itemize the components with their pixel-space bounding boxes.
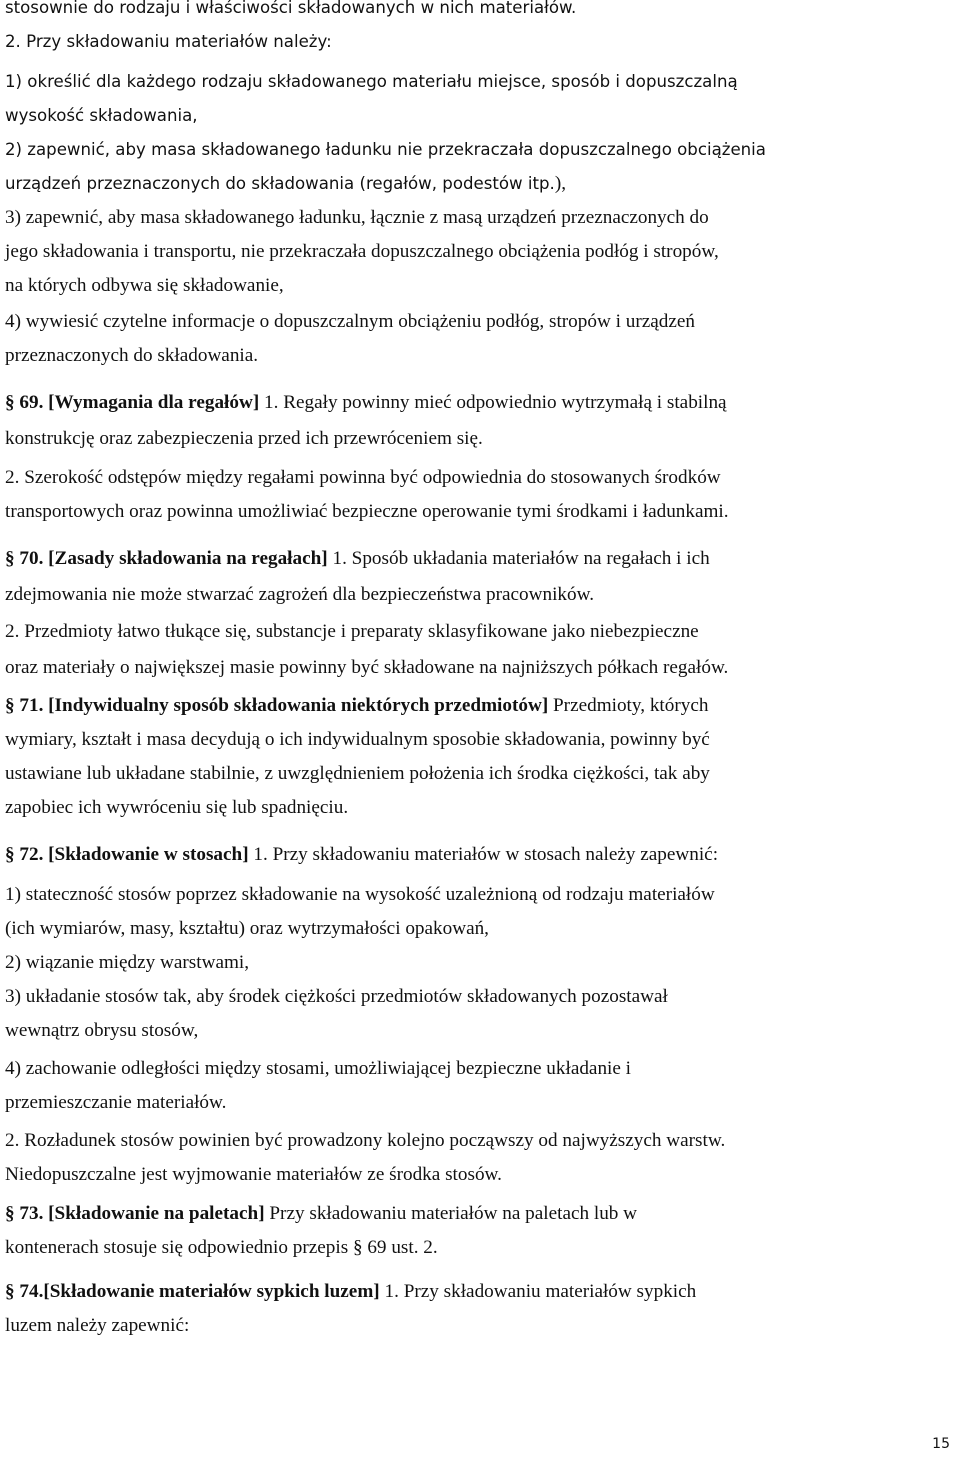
text-line bbox=[5, 344, 258, 368]
text-line bbox=[5, 694, 708, 718]
text-line bbox=[5, 240, 719, 264]
line-text: Przy składowaniu materiałów na paletach lub w bbox=[264, 1203, 638, 1224]
line-text: stosownie do rodzaju i właściwości składowanych w nich materiałów. bbox=[5, 0, 577, 17]
line-text: 1) stateczność stosów poprzez składowanie na wysokość uzależnioną od rodzaju materiałów bbox=[5, 884, 715, 905]
line-text: 2. Rozładunek stosów powinien być prowadzony kolejno począwszy od najwyższych warstw. bbox=[5, 1130, 726, 1151]
section-heading: § 74.[Składowanie materiałów sypkich luzem] bbox=[5, 1281, 380, 1302]
text-line bbox=[5, 1314, 189, 1338]
text-line bbox=[5, 843, 718, 867]
text-line bbox=[5, 656, 728, 680]
line-text: kontenerach stosuje się odpowiednio przepis § 69 ust. 2. bbox=[5, 1237, 438, 1258]
text-line bbox=[5, 796, 348, 820]
text-line bbox=[5, 620, 699, 644]
line-text: zapobiec ich wywróceniu się lub spadnięciu. bbox=[5, 797, 349, 818]
line-text-tail: ), bbox=[554, 173, 566, 194]
text-line bbox=[5, 138, 766, 162]
line-text: 2. Przedmioty łatwo tłukące się, substancje i preparaty sklasyfikowane jako niebezpieczne bbox=[5, 621, 699, 642]
text-line bbox=[5, 0, 576, 20]
section-heading: § 73. [Składowanie na paletach] bbox=[5, 1203, 265, 1224]
section-heading: § 69. [Wymagania dla regałów] bbox=[5, 392, 260, 413]
line-text: 1. Przy składowaniu materiałów w stosach należy zapewnić: bbox=[248, 844, 719, 865]
page-number: 15 bbox=[932, 1436, 950, 1452]
line-text: jego składowania i transportu, nie przekraczała dopuszczalnego obciążenia podłóg i stropów, bbox=[5, 241, 719, 262]
text-line bbox=[5, 762, 710, 786]
text-line bbox=[5, 1236, 438, 1260]
line-text: 4) wywiesić czytelne informacje o dopuszczalnym obciążeniu podłóg, stropów i urządzeń bbox=[5, 311, 695, 332]
text-line bbox=[5, 1091, 226, 1115]
text-line bbox=[5, 70, 738, 94]
line-text: 4) zachowanie odległości między stosami, umożliwiającej bezpieczne układanie i bbox=[5, 1058, 632, 1079]
text-line bbox=[5, 310, 695, 334]
line-text: 1) określić dla każdego rodzaju składowanego materiału miejsce, sposób i dopuszczalną bbox=[5, 72, 738, 91]
line-text: wewnątrz obrysu stosów, bbox=[5, 1020, 199, 1041]
text-line bbox=[5, 951, 249, 975]
text-line bbox=[5, 1163, 502, 1187]
line-text: 2) wiązanie między warstwami, bbox=[5, 952, 250, 973]
text-line bbox=[5, 500, 729, 524]
line-text: przemieszczanie materiałów. bbox=[5, 1092, 227, 1113]
text-line bbox=[5, 274, 284, 298]
line-text: (ich wymiarów, masy, kształtu) oraz wytrzymałości opakowań, bbox=[5, 918, 489, 939]
text-line bbox=[5, 985, 668, 1009]
text-line bbox=[5, 206, 709, 230]
line-text: 2) zapewnić, aby masa składowanego ładunku nie przekraczała dopuszczalnego obciążenia bbox=[5, 140, 766, 159]
text-line bbox=[5, 391, 727, 415]
line-text: 1. Regały powinny mieć odpowiednio wytrzymałą i stabilną bbox=[259, 392, 727, 413]
text-line bbox=[5, 728, 710, 752]
text-line bbox=[5, 466, 721, 490]
line-text: oraz materiały o największej masie powinny być składowane na najniższych półkach regałów. bbox=[5, 657, 729, 678]
line-text: 1. Sposób układania materiałów na regałach i ich bbox=[327, 548, 710, 569]
line-text: wymiary, kształt i masa decydują o ich indywidualnym sposobie składowania, powinny być bbox=[5, 729, 710, 750]
text-line bbox=[5, 917, 489, 941]
text-line bbox=[5, 1129, 725, 1153]
text-line bbox=[5, 547, 710, 571]
line-text: luzem należy zapewnić: bbox=[5, 1315, 190, 1336]
text-line bbox=[5, 30, 332, 54]
text-line bbox=[5, 583, 594, 607]
line-text: ustawiane lub układane stabilnie, z uwzględnieniem położenia ich środka ciężkości, tak aby bbox=[5, 763, 710, 784]
line-text: 2. Przy składowaniu materiałów należy: bbox=[5, 32, 332, 51]
text-line bbox=[5, 427, 483, 451]
section-heading: § 70. [Zasady składowania na regałach] bbox=[5, 548, 328, 569]
line-text: 3) zapewnić, aby masa składowanego ładunku, łącznie z masą urządzeń przeznaczonych do bbox=[5, 207, 709, 228]
text-line bbox=[5, 1280, 696, 1304]
line-text: na których odbywa się składowanie, bbox=[5, 275, 284, 296]
text-line bbox=[5, 1057, 631, 1081]
line-text: 3) układanie stosów tak, aby środek ciężkości przedmiotów składowanych pozostawał bbox=[5, 986, 668, 1007]
line-text: urządzeń przeznaczonych do składowania (regałów, podestów itp. bbox=[5, 174, 555, 193]
text-line bbox=[5, 1202, 637, 1226]
section-heading: § 71. [Indywidualny sposób składowania niektórych przedmiotów] bbox=[5, 695, 549, 716]
line-text: wysokość składowania, bbox=[5, 106, 198, 125]
text-line bbox=[5, 104, 198, 128]
line-text: przeznaczonych do składowania. bbox=[5, 345, 259, 366]
text-line bbox=[5, 883, 715, 907]
line-text: Niedopuszczalne jest wyjmowanie materiałów ze środka stosów. bbox=[5, 1164, 502, 1185]
line-text: zdejmowania nie może stwarzać zagrożeń dla bezpieczeństwa pracowników. bbox=[5, 584, 595, 605]
line-text: Przedmioty, których bbox=[548, 695, 709, 716]
line-text: 1. Przy składowaniu materiałów sypkich bbox=[379, 1281, 697, 1302]
text-line bbox=[5, 172, 566, 196]
text-line bbox=[5, 1019, 198, 1043]
line-text: konstrukcję oraz zabezpieczenia przed ich przewróceniem się. bbox=[5, 428, 483, 449]
line-text: transportowych oraz powinna umożliwiać bezpieczne operowanie tymi środkami i ładunkami. bbox=[5, 501, 729, 522]
section-heading: § 72. [Składowanie w stosach] bbox=[5, 844, 249, 865]
line-text: 2. Szerokość odstępów między regałami powinna być odpowiednia do stosowanych środków bbox=[5, 467, 721, 488]
